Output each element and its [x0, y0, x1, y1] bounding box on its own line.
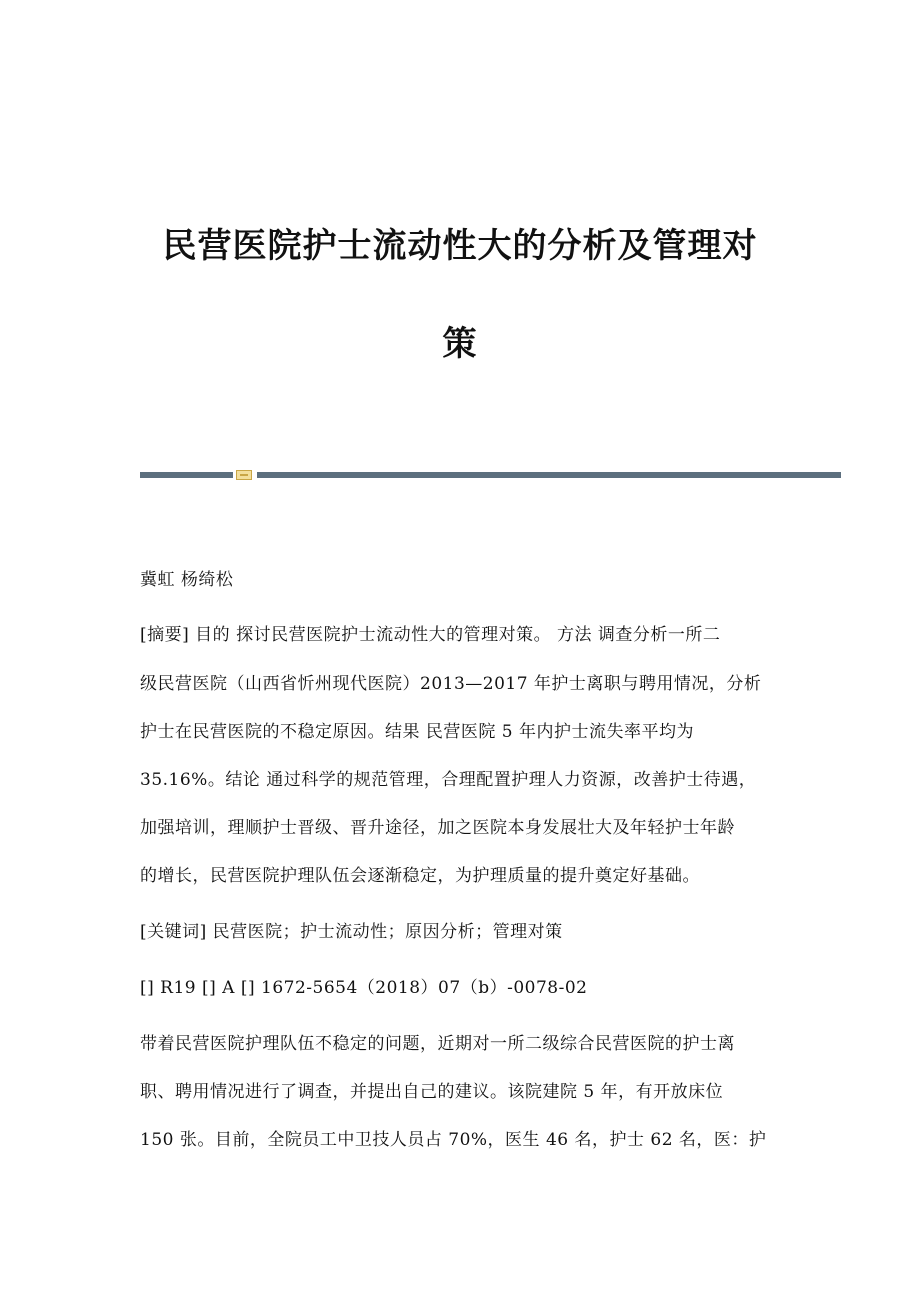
abstract-line: 35.16%。结论 通过科学的规范管理，合理配置护理人力资源，改善护士待遇，: [140, 770, 757, 790]
article-title-line-1: 民营医院护士流动性大的分析及管理对: [162, 226, 758, 266]
abstract-line: 的增长，民营医院护理队伍会逐渐稳定，为护理质量的提升奠定好基础。: [140, 866, 700, 886]
abstract-line: [摘要] 目的 探讨民营医院护士流动性大的管理对策。 方法 调查分析一所二: [140, 625, 721, 645]
divider-bar-right: [257, 472, 841, 478]
classification-codes: [] R19 [] A [] 1672-5654（2018）07（b）-0078-02: [140, 978, 588, 998]
divider-ornament-icon: [236, 470, 252, 480]
abstract-line: 护士在民营医院的不稳定原因。结果 民营医院 5 年内护士流失率平均为: [140, 722, 695, 742]
abstract-line: 加强培训，理顺护士晋级、晋升途径，加之医院本身发展壮大及年轻护士年龄: [140, 818, 735, 838]
keywords: [关键词] 民营医院；护士流动性；原因分析；管理对策: [140, 922, 563, 942]
article-title-line-2: 策: [442, 324, 478, 364]
authors: 冀虹 杨绮松: [140, 570, 234, 590]
body-line: 职、聘用情况进行了调查，并提出自己的建议。该院建院 5 年，有开放床位: [140, 1082, 724, 1102]
abstract-line: 级民营医院（山西省忻州现代医院）2013—2017 年护士离职与聘用情况，分析: [140, 674, 762, 694]
title-divider: [140, 470, 841, 480]
body-line: 150 张。目前，全院员工中卫技人员占 70%，医生 46 名，护士 62 名，医：护: [140, 1130, 767, 1150]
divider-bar-left: [140, 472, 233, 478]
body-line: 带着民营医院护理队伍不稳定的问题，近期对一所二级综合民营医院的护士离: [140, 1034, 735, 1054]
